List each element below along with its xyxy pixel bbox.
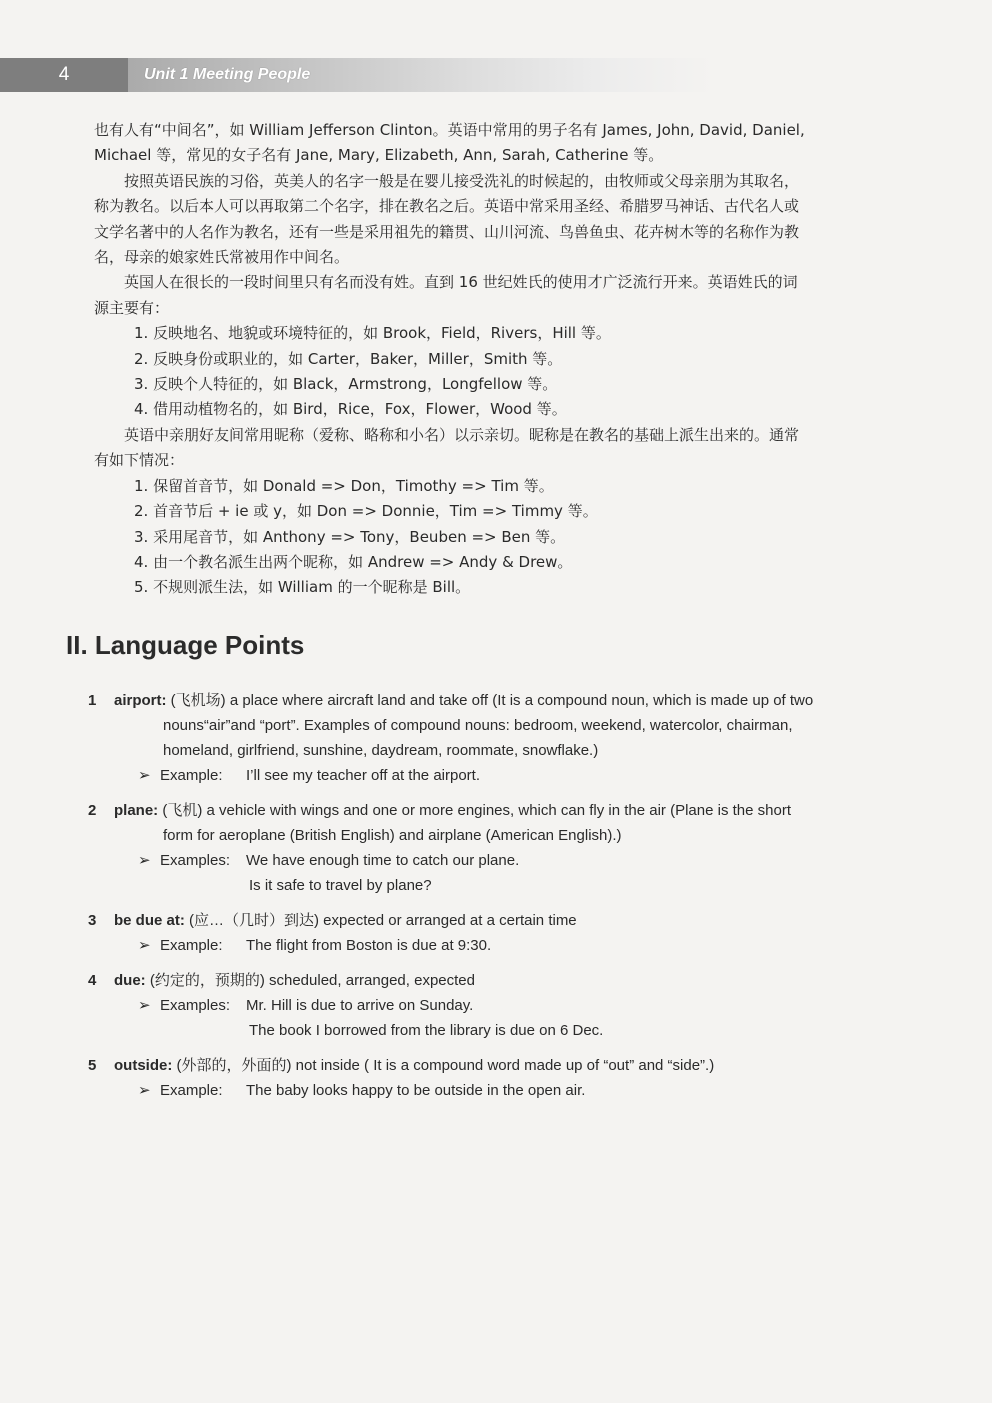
surname-item: 4. 借用动植物名的，如 Bird，Rice，Fox，Flower，Wood 等。	[134, 400, 567, 419]
surname-item: 2. 反映身份或职业的，如 Carter，Baker，Miller，Smith 等。	[134, 349, 563, 368]
example-label: Example:	[160, 937, 223, 954]
culture-line: 文学名著中的人名作为教名，还有一些是采用祖先的籍贯、山川河流、鸟兽鱼虫、花卉树木等的名称作为教	[94, 222, 800, 241]
example-label: Examples:	[160, 852, 231, 869]
example-label: Examples:	[160, 997, 231, 1014]
point-definition: nouns“air”and “port”. Examples of compound nouns: bedroom, weekend, watercolor, chairman,	[163, 717, 793, 734]
language-points-list	[86, 688, 906, 1113]
nickname-item: 4. 由一个教名派生出两个昵称，如 Andrew => Andy & Drew。	[134, 552, 573, 571]
arrow-right-icon: ➢	[138, 997, 151, 1014]
point-definition: (飞机场) a place where aircraft land and take off (It is a compound noun, which is made up of two	[170, 692, 814, 709]
point-definition: homeland, girlfriend, sunshine, daydream, roommate, snowflake.)	[163, 742, 599, 759]
unit-title: Unit 1 Meeting People	[144, 66, 311, 83]
point-number: 1	[88, 692, 97, 709]
point-definition: form for aeroplane (British English) and airplane (American English).)	[163, 827, 622, 844]
nickname-item: 3. 采用尾音节，如 Anthony => Tony，Beuben => Ben 等。	[134, 527, 566, 546]
point-definition: (外部的，外面的) not inside ( It is a compound word made up of “out” and “side”.)	[176, 1057, 715, 1074]
culture-line: Michael 等，常见的女子名有 Jane, Mary, Elizabeth, Ann, Sarah, Catherine 等。	[94, 146, 664, 165]
surname-item: 3. 反映个人特征的，如 Black，Armstrong，Longfellow 等。	[134, 375, 558, 394]
point-number: 2	[88, 802, 97, 819]
example-sentence: Is it safe to travel by plane?	[249, 877, 432, 894]
culture-line: 名，母亲的娘家姓氏常被用作中间名。	[94, 248, 350, 267]
point-term: be due at:	[114, 912, 185, 929]
example-sentence: I’ll see my teacher off at the airport.	[246, 767, 481, 784]
nickname-line: 英语中亲朋好友间常用昵称（爱称、略称和小名）以示亲切。昵称是在教名的基础上派生出来的。通常	[94, 425, 800, 444]
page-header	[0, 58, 992, 92]
surname-item: 1. 反映地名、地貌或环境特征的，如 Brook，Field，Rivers，Hill 等。	[134, 324, 611, 343]
example-sentence: The book I borrowed from the library is due on 6 Dec.	[249, 1022, 604, 1039]
example-label: Example:	[160, 1082, 223, 1099]
language-point	[86, 798, 906, 898]
culture-line: 英国人在很长的一段时间里只有名而没有姓。直到 16 世纪姓氏的使用才广泛流行开来。英语姓氏的词	[94, 273, 798, 292]
nickname-item: 2. 首音节后 + ie 或 y，如 Don => Donnie，Tim => Timmy 等。	[134, 502, 598, 521]
example-sentence: The flight from Boston is due at 9:30.	[246, 937, 492, 954]
language-point	[86, 968, 906, 1043]
point-number: 5	[88, 1057, 97, 1074]
culture-notes	[94, 118, 904, 601]
example-sentence: Mr. Hill is due to arrive on Sunday.	[246, 997, 474, 1014]
point-term: plane:	[114, 802, 159, 819]
culture-line: 也有人有“中间名”，如 William Jefferson Clinton。英语中常用的男子名有 James, John, David, Daniel,	[94, 121, 805, 139]
point-term: airport:	[114, 692, 167, 709]
point-number: 4	[88, 972, 97, 989]
point-term: due:	[114, 972, 146, 989]
example-sentence: The baby looks happy to be outside in the open air.	[246, 1082, 586, 1099]
arrow-right-icon: ➢	[138, 1082, 151, 1099]
culture-line: 称为教名。以后本人可以再取第二个名字，排在教名之后。英语中常采用圣经、希腊罗马神话、古代名人或	[94, 197, 800, 216]
point-definition: (约定的，预期的) scheduled, arranged, expected	[149, 972, 475, 989]
nickname-item: 1. 保留首音节，如 Donald => Don，Timothy => Tim 等。	[134, 476, 554, 495]
language-point	[86, 688, 906, 788]
language-point	[86, 1053, 906, 1103]
section-title: II. Language Points	[66, 630, 305, 660]
culture-line: 源主要有：	[94, 298, 170, 317]
point-definition: (应…（几时）到达) expected or arranged at a certain time	[189, 912, 577, 929]
culture-line: 按照英语民族的习俗，英美人的名字一般是在婴儿接受洗礼的时候起的，由牧师或父母亲朋为其取名，	[94, 171, 800, 190]
point-definition: (飞机) a vehicle with wings and one or more engines, which can fly in the air (Plane is the short	[162, 802, 791, 819]
point-number: 3	[88, 912, 97, 929]
arrow-right-icon: ➢	[138, 852, 151, 869]
language-point	[86, 908, 906, 958]
arrow-right-icon: ➢	[138, 937, 151, 954]
nickname-item: 5. 不规则派生法，如 William 的一个昵称是 Bill。	[134, 578, 471, 597]
page-number: 4	[0, 58, 128, 92]
nickname-line: 有如下情况：	[94, 451, 185, 470]
arrow-right-icon: ➢	[138, 767, 151, 784]
point-term: outside:	[114, 1057, 173, 1074]
example-sentence: We have enough time to catch our plane.	[246, 852, 520, 869]
example-label: Example:	[160, 767, 223, 784]
